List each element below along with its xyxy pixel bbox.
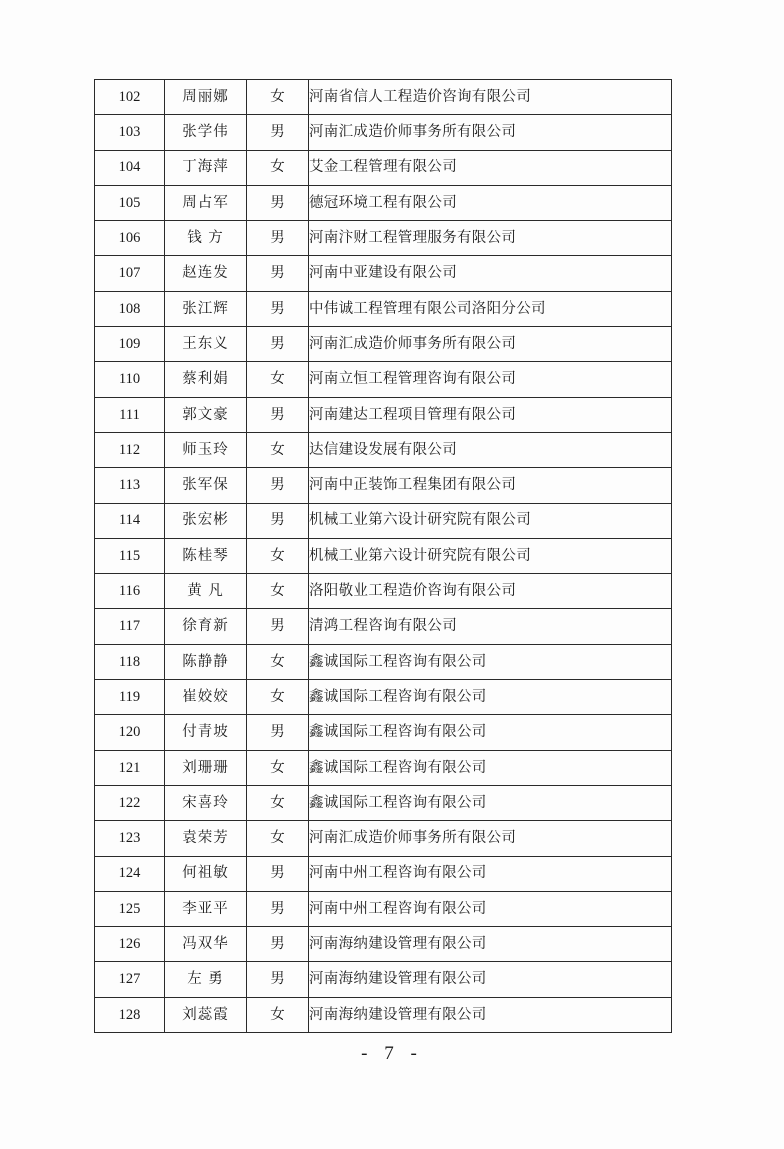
row-number-cell: 105 — [95, 185, 165, 220]
table-row — [95, 785, 672, 820]
row-number-cell: 107 — [95, 256, 165, 291]
organization-cell: 河南海纳建设管理有限公司 — [309, 927, 672, 962]
organization-cell: 达信建设发展有限公司 — [309, 432, 672, 467]
row-number-cell: 123 — [95, 821, 165, 856]
table-row — [95, 715, 672, 750]
gender-cell: 男 — [247, 468, 309, 503]
table-row — [95, 221, 672, 256]
organization-cell: 河南海纳建设管理有限公司 — [309, 962, 672, 997]
gender-cell: 女 — [247, 150, 309, 185]
person-name-cell: 黄 凡 — [165, 574, 247, 609]
organization-cell: 鑫诚国际工程咨询有限公司 — [309, 644, 672, 679]
organization-cell: 机械工业第六设计研究院有限公司 — [309, 503, 672, 538]
gender-cell: 男 — [247, 927, 309, 962]
row-number-cell: 125 — [95, 891, 165, 926]
row-number-cell: 124 — [95, 856, 165, 891]
organization-cell: 鑫诚国际工程咨询有限公司 — [309, 680, 672, 715]
organization-cell: 河南汇成造价师事务所有限公司 — [309, 115, 672, 150]
table-row — [95, 927, 672, 962]
row-number-cell: 120 — [95, 715, 165, 750]
person-name-cell: 钱 方 — [165, 221, 247, 256]
row-number-cell: 122 — [95, 785, 165, 820]
row-number-cell: 119 — [95, 680, 165, 715]
organization-cell: 河南汇成造价师事务所有限公司 — [309, 821, 672, 856]
row-number-cell: 112 — [95, 432, 165, 467]
row-number-cell: 113 — [95, 468, 165, 503]
person-name-cell: 宋喜玲 — [165, 785, 247, 820]
gender-cell: 女 — [247, 821, 309, 856]
person-name-cell: 王东义 — [165, 327, 247, 362]
table-row — [95, 680, 672, 715]
organization-cell: 机械工业第六设计研究院有限公司 — [309, 538, 672, 573]
person-name-cell: 张学伟 — [165, 115, 247, 150]
organization-cell: 河南汴财工程管理服务有限公司 — [309, 221, 672, 256]
gender-cell: 男 — [247, 503, 309, 538]
person-name-cell: 袁荣芳 — [165, 821, 247, 856]
gender-cell: 男 — [247, 185, 309, 220]
page-number: - 7 - — [361, 1043, 423, 1064]
organization-cell: 河南省信人工程造价咨询有限公司 — [309, 80, 672, 115]
gender-cell: 女 — [247, 680, 309, 715]
organization-cell: 河南中正装饰工程集团有限公司 — [309, 468, 672, 503]
roster-table — [94, 79, 672, 1033]
table-row — [95, 962, 672, 997]
table-row — [95, 468, 672, 503]
row-number-cell: 126 — [95, 927, 165, 962]
person-name-cell: 刘蕊霞 — [165, 997, 247, 1032]
table-row — [95, 750, 672, 785]
row-number-cell: 104 — [95, 150, 165, 185]
person-name-cell: 陈静静 — [165, 644, 247, 679]
row-number-cell: 121 — [95, 750, 165, 785]
table-row — [95, 432, 672, 467]
table-row — [95, 291, 672, 326]
row-number-cell: 102 — [95, 80, 165, 115]
gender-cell: 女 — [247, 997, 309, 1032]
gender-cell: 女 — [247, 362, 309, 397]
gender-cell: 男 — [247, 291, 309, 326]
table-row — [95, 644, 672, 679]
organization-cell: 河南立恒工程管理咨询有限公司 — [309, 362, 672, 397]
organization-cell: 艾金工程管理有限公司 — [309, 150, 672, 185]
gender-cell: 女 — [247, 644, 309, 679]
roster-table-body — [95, 80, 672, 1033]
table-row — [95, 821, 672, 856]
gender-cell: 男 — [247, 891, 309, 926]
organization-cell: 河南中州工程咨询有限公司 — [309, 891, 672, 926]
organization-cell: 河南中亚建设有限公司 — [309, 256, 672, 291]
row-number-cell: 116 — [95, 574, 165, 609]
organization-cell: 河南汇成造价师事务所有限公司 — [309, 327, 672, 362]
gender-cell: 男 — [247, 256, 309, 291]
row-number-cell: 110 — [95, 362, 165, 397]
person-name-cell: 蔡利娟 — [165, 362, 247, 397]
person-name-cell: 丁海萍 — [165, 150, 247, 185]
person-name-cell: 师玉玲 — [165, 432, 247, 467]
person-name-cell: 周丽娜 — [165, 80, 247, 115]
table-row — [95, 185, 672, 220]
organization-cell: 河南中州工程咨询有限公司 — [309, 856, 672, 891]
row-number-cell: 106 — [95, 221, 165, 256]
table-row — [95, 891, 672, 926]
table-row — [95, 397, 672, 432]
table-row — [95, 997, 672, 1032]
table-row — [95, 574, 672, 609]
organization-cell: 鑫诚国际工程咨询有限公司 — [309, 715, 672, 750]
row-number-cell: 103 — [95, 115, 165, 150]
organization-cell: 鑫诚国际工程咨询有限公司 — [309, 750, 672, 785]
gender-cell: 男 — [247, 115, 309, 150]
table-row — [95, 503, 672, 538]
gender-cell: 男 — [247, 715, 309, 750]
person-name-cell: 张宏彬 — [165, 503, 247, 538]
table-row — [95, 538, 672, 573]
person-name-cell: 周占军 — [165, 185, 247, 220]
gender-cell: 女 — [247, 80, 309, 115]
person-name-cell: 左 勇 — [165, 962, 247, 997]
gender-cell: 男 — [247, 397, 309, 432]
gender-cell: 女 — [247, 574, 309, 609]
person-name-cell: 徐育新 — [165, 609, 247, 644]
organization-cell: 德冠环境工程有限公司 — [309, 185, 672, 220]
organization-cell: 中伟诚工程管理有限公司洛阳分公司 — [309, 291, 672, 326]
person-name-cell: 何祖敏 — [165, 856, 247, 891]
gender-cell: 女 — [247, 538, 309, 573]
row-number-cell: 117 — [95, 609, 165, 644]
row-number-cell: 111 — [95, 397, 165, 432]
person-name-cell: 付青坡 — [165, 715, 247, 750]
table-row — [95, 609, 672, 644]
gender-cell: 男 — [247, 327, 309, 362]
table-row — [95, 115, 672, 150]
row-number-cell: 108 — [95, 291, 165, 326]
person-name-cell: 刘珊珊 — [165, 750, 247, 785]
row-number-cell: 115 — [95, 538, 165, 573]
gender-cell: 女 — [247, 785, 309, 820]
person-name-cell: 张江辉 — [165, 291, 247, 326]
row-number-cell: 114 — [95, 503, 165, 538]
person-name-cell: 郭文豪 — [165, 397, 247, 432]
gender-cell: 男 — [247, 856, 309, 891]
table-row — [95, 362, 672, 397]
person-name-cell: 冯双华 — [165, 927, 247, 962]
table-row — [95, 150, 672, 185]
table-row — [95, 80, 672, 115]
organization-cell: 清鸿工程咨询有限公司 — [309, 609, 672, 644]
row-number-cell: 128 — [95, 997, 165, 1032]
gender-cell: 男 — [247, 609, 309, 644]
table-row — [95, 327, 672, 362]
gender-cell: 男 — [247, 221, 309, 256]
organization-cell: 河南建达工程项目管理有限公司 — [309, 397, 672, 432]
organization-cell: 洛阳敬业工程造价咨询有限公司 — [309, 574, 672, 609]
row-number-cell: 109 — [95, 327, 165, 362]
row-number-cell: 118 — [95, 644, 165, 679]
gender-cell: 女 — [247, 432, 309, 467]
person-name-cell: 崔姣姣 — [165, 680, 247, 715]
person-name-cell: 赵连发 — [165, 256, 247, 291]
person-name-cell: 陈桂琴 — [165, 538, 247, 573]
person-name-cell: 张军保 — [165, 468, 247, 503]
person-name-cell: 李亚平 — [165, 891, 247, 926]
organization-cell: 河南海纳建设管理有限公司 — [309, 997, 672, 1032]
gender-cell: 女 — [247, 750, 309, 785]
gender-cell: 男 — [247, 962, 309, 997]
table-row — [95, 856, 672, 891]
row-number-cell: 127 — [95, 962, 165, 997]
table-row — [95, 256, 672, 291]
organization-cell: 鑫诚国际工程咨询有限公司 — [309, 785, 672, 820]
